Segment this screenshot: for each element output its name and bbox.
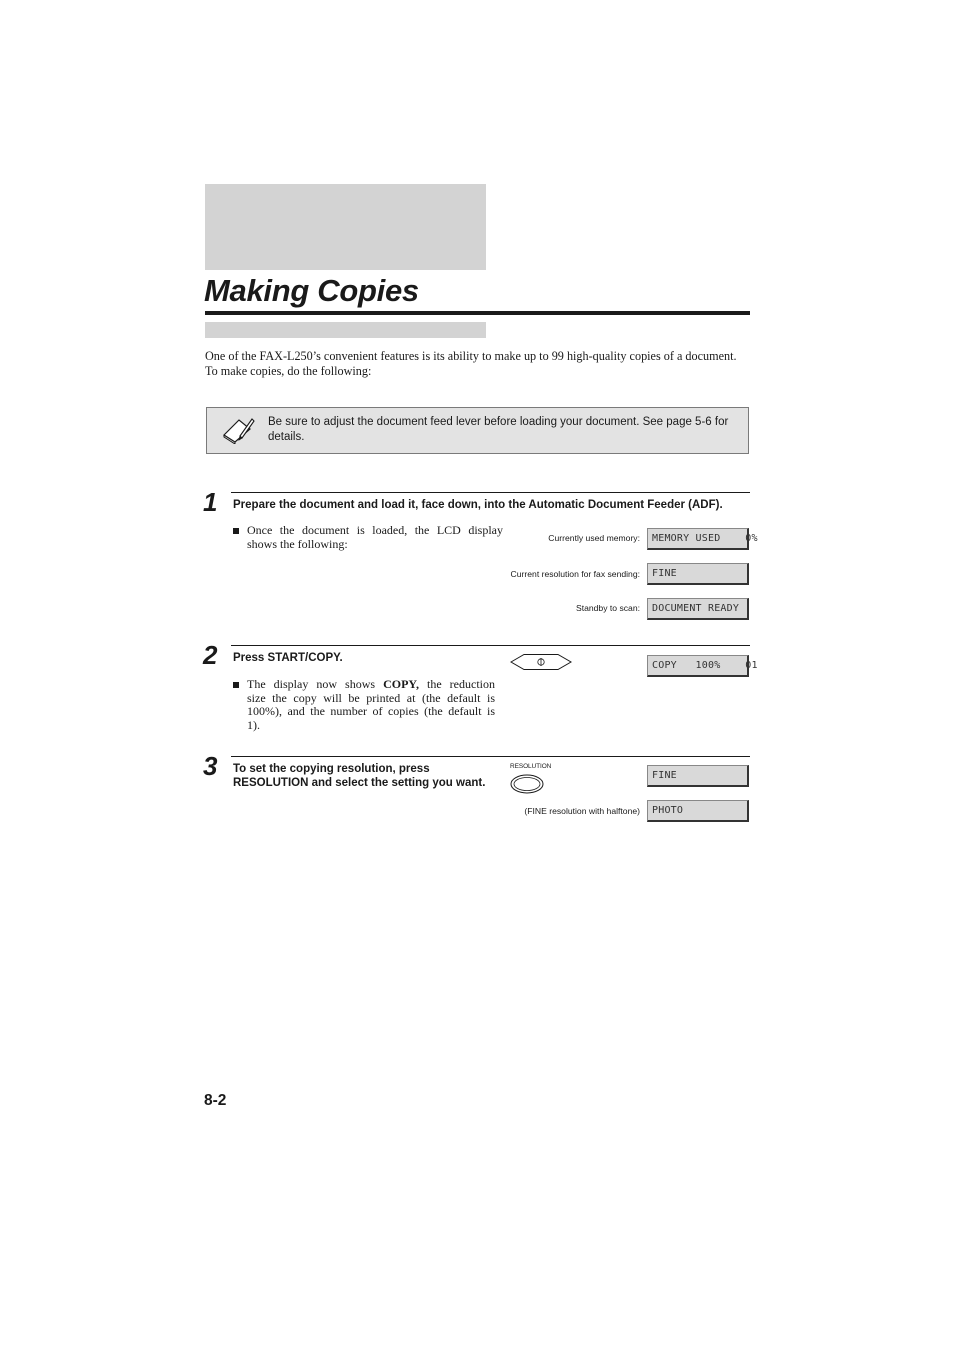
lcd-display-memory: MEMORY USED 0% [647, 528, 749, 550]
intro-paragraph: One of the FAX-L250’s convenient features is its ability to make up to 99 high-quality copies of a document. To make copies, do the following: [205, 349, 737, 378]
step-2-bullet-post: the reduction [418, 677, 495, 691]
note-pencil-icon [221, 416, 255, 444]
start-copy-button-icon [510, 653, 572, 671]
lcd-display-copy: COPY 100% 01 [647, 655, 749, 677]
step-2-rule [231, 645, 750, 646]
step-2-number: 2 [203, 640, 218, 670]
lcd-label-resolution: Current resolution for fax sending: [510, 569, 640, 579]
step-3-rule [231, 756, 750, 757]
resolution-button-icon [510, 773, 546, 795]
step-1-bullet-line2: shows the following: [247, 536, 348, 551]
bullet-square-icon [233, 682, 239, 688]
lcd-display-resolution: FINE [647, 563, 749, 585]
step-2-bullet-copy: COPY, [383, 677, 419, 691]
note-box [206, 407, 749, 454]
step-1-rule [231, 492, 750, 493]
header-gray-block [205, 184, 486, 270]
lcd-label-photo: (FINE resolution with halftone) [524, 806, 640, 816]
step-2-bullet-line4: 1). [247, 718, 260, 733]
step-1-number: 1 [203, 487, 218, 517]
lcd-display-fine: FINE [647, 765, 749, 787]
step-2-heading: Press START/COPY. [233, 652, 343, 664]
header-gray-bar [205, 322, 486, 338]
resolution-button-label: RESOLUTION [510, 763, 552, 770]
step-2-bullet-line3: 100%), and the number of copies (the default is [247, 704, 495, 719]
lcd-display-photo: PHOTO [647, 800, 749, 822]
bullet-square-icon [233, 528, 239, 534]
step-2-bullet-line2: size the copy will be printed at (the default is [247, 690, 495, 705]
step-1-heading: Prepare the document and load it, face down, into the Automatic Document Feeder (ADF). [233, 499, 723, 511]
page-title: Making Copies [204, 273, 419, 308]
page-number: 8-2 [204, 1092, 227, 1109]
step-3-number: 3 [203, 751, 218, 781]
lcd-label-memory: Currently used memory: [548, 533, 640, 543]
step-1-bullet-line1: Once the document is loaded, the LCD display [247, 523, 503, 537]
lcd-label-standby: Standby to scan: [575, 603, 640, 613]
step-2-bullet [233, 678, 503, 738]
lcd-display-standby: DOCUMENT READY [647, 598, 749, 620]
step-3-heading-line2: RESOLUTION and select the setting you want. [233, 777, 486, 789]
title-rule [205, 311, 750, 315]
step-2-bullet-pre: The display now shows [247, 677, 384, 691]
step-3-heading-line1: To set the copying resolution, press [233, 763, 430, 775]
note-text: Be sure to adjust the document feed lever before loading your document. See page 5-6 for details. [268, 416, 729, 443]
